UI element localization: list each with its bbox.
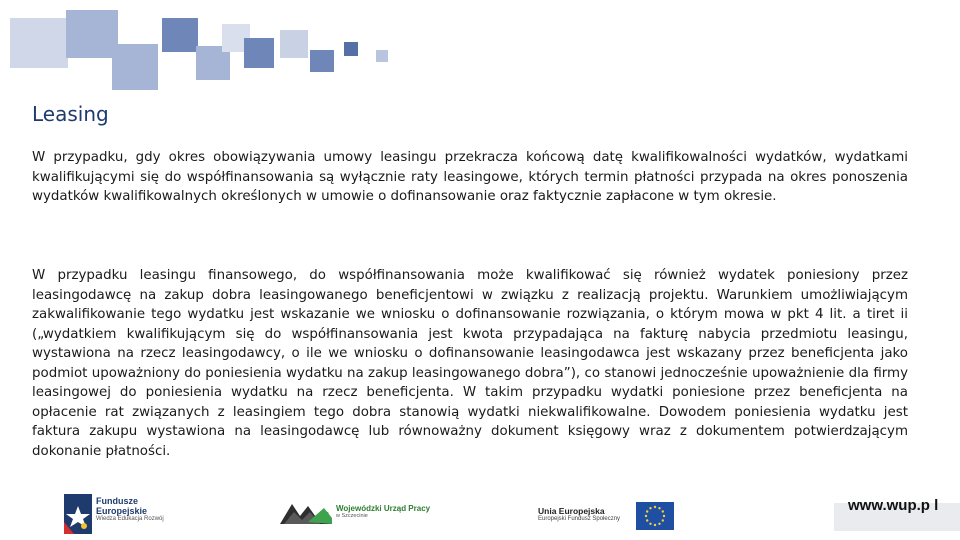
paragraph-2: W przypadku leasingu finansowego, do współfinansowania może kwalifikować się również wydatek poniesiony przez leasingodawcę na zakup dobra leasingowanego beneficjentowi w związku z realizacją projektu. Warunkiem umożliwiającym zakwalifikowanie tego wydatku jest wskazanie we wniosku o dofinansowanie rozwiązania, o którym mowa w pkt 4 lit. a tiret ii („wydatkiem kwalifikującym się do współfinansowania jest kwota przypadająca na fakturę nabycia przedmiotu leasingu, wystawiona na rzecz leasingodawcy, o ile we wniosku o dofinansowanie leasingodawca jest wskazany przez beneficjenta jako podmiot upoważniony do poniesienia wydatku na zakup leasingowanego dobra”), co stanowi jednocześnie upoważnienie dla firmy leasingowej do poniesienia wydatku na rzecz beneficjenta. W takim przypadku wydatki poniesione przez beneficjenta na opłacenie rat związanych z leasingiem tego dobra stanowią wydatki niekwalifikowalne. Dowodem poniesienia wydatku jest faktura zakupu wystawiona na leasingodawcę lub równoważny dokument księgowy wraz z dokumentem potwierdzającym dokonanie płatności. [32,268,908,459]
deco-square [244,38,274,68]
eu-flag-icon [636,502,674,530]
logo-fundusze-europejskie [64,490,194,536]
paragraph-1: W przypadku, gdy okres obowiązywania umowy leasingu przekracza końcową datę kwalifikowalności wydatków, wydatkami kwalifikującymi się do współfinansowania są wyłącznie raty leasingowe, których termin płatności przypada na okres ponoszenia wydatków kwalifikowalnych określonych w umowie o dofinansowanie oraz faktycznie zapłacone w tym okresie. [32,150,908,204]
wup-line1: Wojewódzki Urząd Pracy [336,504,431,513]
wup-line2: w Szczecinie [336,513,368,519]
deco-square [10,18,68,68]
ue-line2: Europejski Fundusz Społeczny [538,516,621,522]
deco-square [310,50,334,72]
logo-unia-europejska [538,490,678,536]
deco-square [66,10,118,58]
deco-square [376,50,388,62]
deco-square [344,42,358,56]
deco-square [112,44,158,90]
fe-line2: Europejskie [96,506,148,516]
wup-emblem-icon [278,498,334,528]
logo-wup [278,490,438,536]
website-url[interactable]: www.wup.p l [848,497,939,514]
deco-square [162,18,198,52]
fe-star-icon [64,494,92,534]
ue-line1: Unia Europejska [538,506,605,516]
fe-line1: Fundusze [96,496,138,506]
fe-line3: Wiedza Edukacja Rozwój [96,516,164,522]
slide-title: Leasing [32,102,109,126]
deco-square [280,30,308,58]
